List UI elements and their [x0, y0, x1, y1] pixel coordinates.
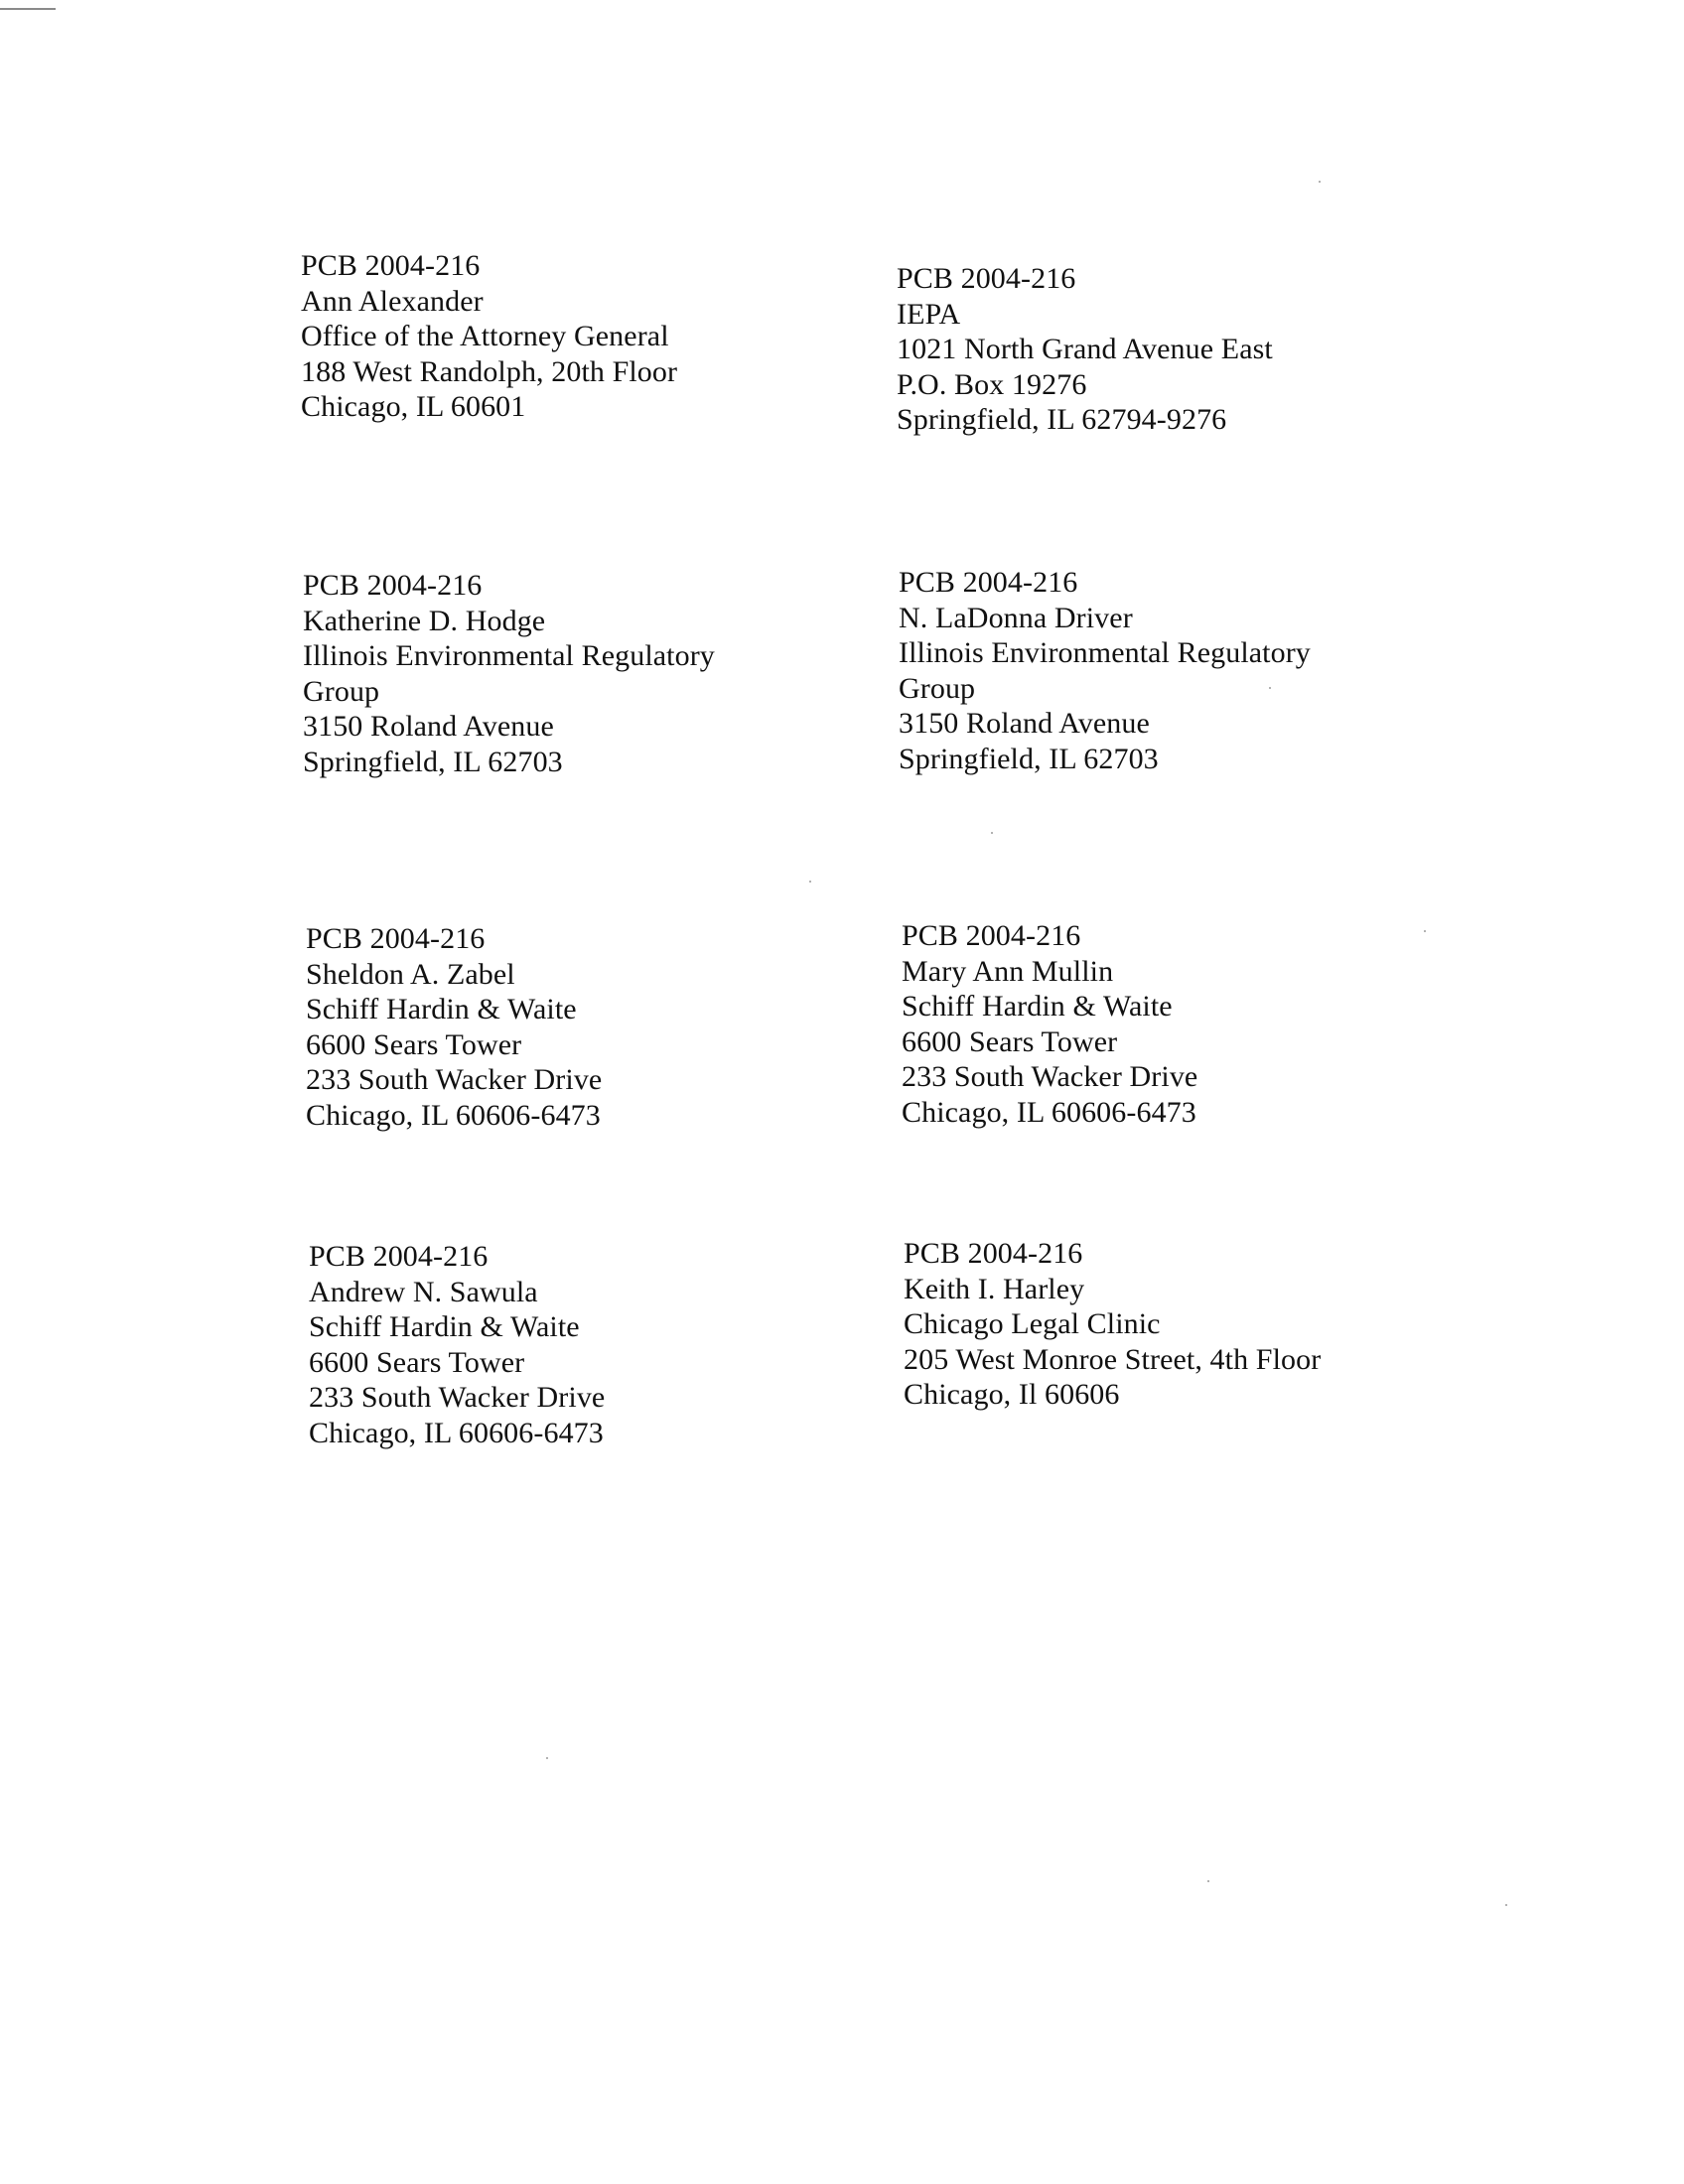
- organization: Schiff Hardin & Waite: [902, 990, 1173, 1023]
- scan-speck: [1424, 930, 1426, 932]
- city-state-zip: Chicago, IL 60606-6473: [309, 1416, 604, 1449]
- recipient-name: N. LaDonna Driver: [899, 601, 1133, 634]
- city-state-zip: Springfield, IL 62703: [899, 742, 1159, 775]
- organization: Schiff Hardin & Waite: [309, 1310, 580, 1343]
- recipient-name: IEPA: [897, 297, 961, 331]
- suite-address: 6600 Sears Tower: [306, 1027, 522, 1061]
- case-number: PCB 2004-216: [899, 566, 1078, 599]
- case-number: PCB 2004-216: [306, 922, 486, 955]
- organization: Chicago Legal Clinic: [904, 1307, 1161, 1340]
- recipient-name: Ann Alexander: [301, 284, 484, 318]
- suite-address: 6600 Sears Tower: [902, 1024, 1118, 1058]
- address-block-iepa: [897, 261, 1453, 438]
- scan-speck: [809, 881, 811, 883]
- organization-continued: Group: [303, 674, 380, 708]
- recipient-name: Mary Ann Mullin: [902, 954, 1114, 988]
- city-state-zip: Chicago, IL 60606-6473: [306, 1098, 601, 1132]
- street-address: 205 West Monroe Street, 4th Floor: [904, 1342, 1322, 1376]
- street-address: 188 West Randolph, 20th Floor: [301, 354, 678, 388]
- address-block-ladonna-driver: [899, 565, 1455, 776]
- organization: Illinois Environmental Regulatory: [899, 636, 1311, 669]
- city-state-zip: Chicago, Il 60606: [904, 1378, 1120, 1411]
- city-state-zip: Springfield, IL 62794-9276: [897, 403, 1227, 436]
- scan-speck: [1269, 687, 1271, 689]
- city-state-zip: Springfield, IL 62703: [303, 745, 563, 778]
- case-number: PCB 2004-216: [902, 919, 1081, 952]
- address-block-andrew-sawula: [309, 1239, 865, 1450]
- organization: Schiff Hardin & Waite: [306, 993, 577, 1025]
- scan-speck: [1505, 1904, 1507, 1906]
- address-block-katherine-hodge: [303, 568, 859, 779]
- case-number: PCB 2004-216: [904, 1237, 1083, 1270]
- organization: Illinois Environmental Regulatory: [303, 639, 715, 672]
- organization: Office of the Attorney General: [301, 320, 669, 352]
- street-address: 233 South Wacker Drive: [309, 1381, 606, 1414]
- address-block-sheldon-zabel: [306, 921, 862, 1133]
- suite-address: 6600 Sears Tower: [309, 1345, 525, 1379]
- recipient-name: Keith I. Harley: [904, 1272, 1085, 1305]
- scan-speck: [1207, 1880, 1209, 1882]
- street-address: 3150 Roland Avenue: [899, 707, 1150, 740]
- case-number: PCB 2004-216: [897, 262, 1076, 295]
- corner-rule: [0, 8, 56, 10]
- address-block-mary-ann-mullin: [902, 918, 1458, 1130]
- organization-continued: Group: [899, 671, 976, 705]
- recipient-name: Katherine D. Hodge: [303, 604, 546, 637]
- city-state-zip: Chicago, IL 60601: [301, 390, 526, 423]
- scan-speck: [991, 832, 993, 834]
- address-block-keith-harley: [904, 1236, 1460, 1413]
- scan-speck: [1319, 181, 1321, 183]
- case-number: PCB 2004-216: [309, 1240, 489, 1273]
- recipient-name: Andrew N. Sawula: [309, 1275, 538, 1308]
- street-address: 1021 North Grand Avenue East: [897, 333, 1273, 365]
- address-block-ann-alexander: [301, 248, 857, 425]
- street-address: 233 South Wacker Drive: [306, 1063, 603, 1096]
- case-number: PCB 2004-216: [303, 569, 483, 602]
- street-address: 233 South Wacker Drive: [902, 1060, 1198, 1093]
- street-address: 3150 Roland Avenue: [303, 710, 554, 743]
- scan-speck: [546, 1757, 548, 1759]
- city-state-zip: Chicago, IL 60606-6473: [902, 1095, 1196, 1129]
- case-number: PCB 2004-216: [301, 249, 481, 282]
- recipient-name: Sheldon A. Zabel: [306, 957, 515, 991]
- po-box: P.O. Box 19276: [897, 367, 1087, 401]
